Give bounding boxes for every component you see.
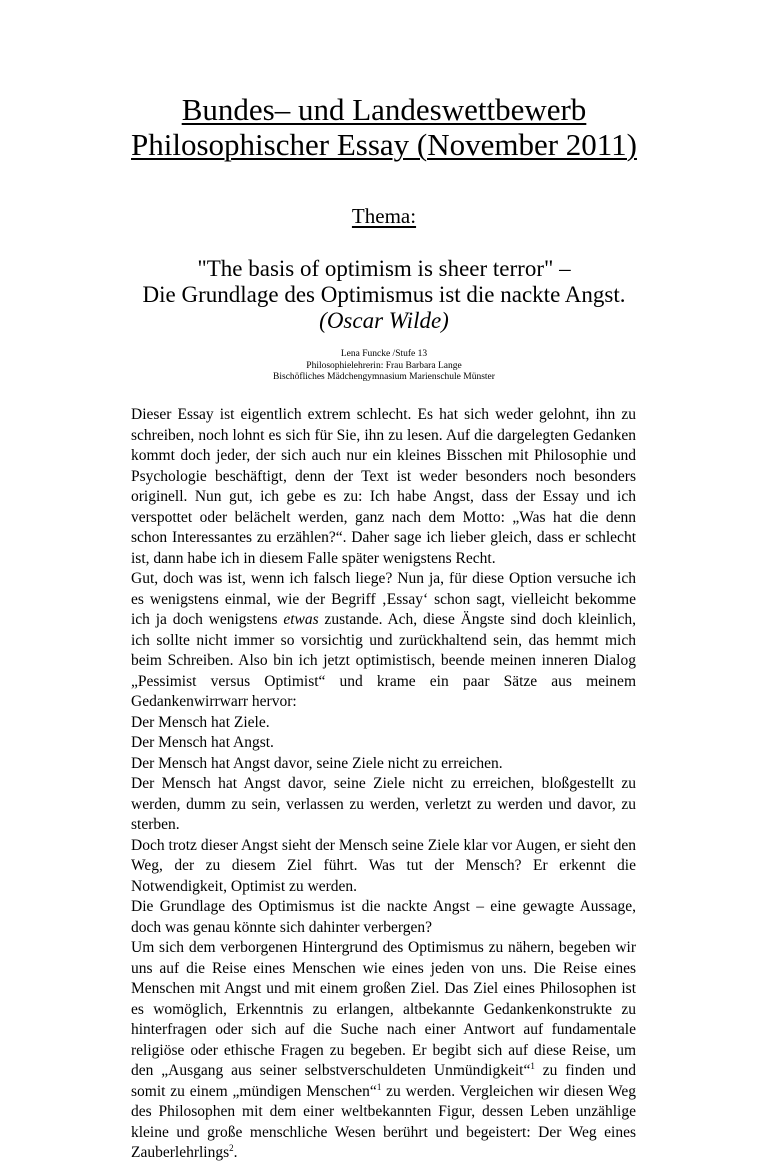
footnote-ref-1[interactable]: 1 (530, 1060, 535, 1071)
thema-label: Thema: (351, 204, 417, 228)
title-block (0, 92, 768, 162)
paragraph-3: Doch trotz dieser Angst sieht der Mensch seine Ziele klar vor Augen, er sieht den Weg, der zu diesem Ziel führt. Was tut der Mensch? Er erkennt die Notwendigkeit, Optimist zu werden. (131, 836, 636, 895)
paragraph-5 (131, 938, 636, 1164)
paragraph-5-end: . (233, 1144, 238, 1161)
essay-body (131, 405, 636, 1164)
sentence-1: Der Mensch hat Ziele. (131, 713, 270, 731)
title-line-1: Bundes– und Landeswettbewerb (181, 92, 587, 127)
paragraph-2-italic: etwas (283, 611, 319, 628)
quote-german: Die Grundlage des Optimismus ist die nackte Angst. (142, 282, 626, 307)
title-line-2: Philosophischer Essay (November 2011) (131, 127, 637, 162)
paragraph-4: Die Grundlage des Optimismus ist die nackte Angst – eine gewagte Aussage, doch was genau könnte sich dahinter verbergen? (131, 898, 636, 936)
paragraph-5-a: Um sich dem verborgenen Hintergrund des Optimismus zu nähern, begeben wir uns auf die Reise eines Menschen wie eines jeden von uns. Die Reise eines Menschen mit Angst und mit einem großen Ziel. Das Ziel eines Philosophen ist es womöglich, Erkenntnis zu erlangen, altbekannte Gedankenkonstrukte zu hinterfragen oder sich auf die Suche nach einer Antwort auf fundamentale religiöse oder ethische Fragen zu begeben. Er begibt sich auf diese Reise, um den „Ausgang aus seiner selbstverschuldeten Unmündigkeit“ (131, 939, 636, 1079)
paragraph-2-b: zustande. Ach, diese Ängste sind doch kleinlich, ich sollte nicht immer so vorsichtig und zurückhaltend sein, das hemmt mich beim Schreiben. Also bin ich jetzt optimistisch, beende meinen inneren Dialog „Pessimist versus Optimist“ und krame ein paar Sätze aus meinem Gedankenwirrwarr hervor: (131, 611, 636, 710)
quote-author: (Oscar Wilde) (319, 308, 449, 333)
paragraph-2-a: Gut, doch was ist, wenn ich falsch liege? Nun ja, für diese Option versuche ich es wenigstens einmal, wie der Begriff ‚Essay‘ schon sagt, vielleicht bekomme ich ja doch wenigstens (131, 570, 636, 628)
paragraph-1: Dieser Essay ist eigentlich extrem schlecht. Es hat sich weder gelohnt, ihn zu schreiben, noch lohnt es sich für Sie, ihn zu lesen. Auf die dargelegten Gedanken kommt doch jeder, der sich auch nur ein kleines Bisschen mit Philosophie und Psychologie beschäftigt, denn der Text ist weder besonders noch besonders originell. Nun gut, ich gebe es zu: Ich habe Angst, dass der Essay und ich verspottet oder belächelt werden, ganz nach dem Motto: „Was hat die denn schon Interessantes zu erzählen?“. Daher sage ich lieber gleich, dass er schlecht ist, dann habe ich in diesem Falle später wenigstens Recht. (131, 406, 636, 567)
author-meta (0, 349, 768, 384)
sentence-4: Der Mensch hat Angst davor, seine Ziele nicht zu erreichen, bloßgestellt zu werden, dumm zu sein, verlassen zu werden, verletzt zu werden und davor, zu sterben. (131, 775, 636, 833)
paragraph-2 (131, 569, 636, 713)
quote-english: "The basis of optimism is sheer terror" – (197, 256, 571, 281)
paragraph-5-c: zu werden. Vergleichen wir diesen Weg des Philosophen mit dem einer weltbekannten Figur, dessen Leben unzählige kleine und große menschliche Wesen berührt und begeistert: Der Weg eines Zauberlehrlings (131, 1082, 636, 1161)
author-line: Lena Funcke /Stufe 13 (340, 349, 428, 359)
paragraph-5-b: zu finden und somit zu einem „mündigen Menschen“ (131, 1062, 636, 1100)
footnote-ref-2[interactable]: 2 (229, 1142, 234, 1153)
school-line: Bischöfliches Mädchengymnasium Marienschule Münster (273, 372, 495, 382)
quote-block (0, 256, 768, 334)
teacher-line: Philosophielehrerin: Frau Barbara Lange (306, 360, 462, 371)
sentence-3: Der Mensch hat Angst davor, seine Ziele nicht zu erreichen. (131, 754, 503, 772)
footnote-ref-1b[interactable]: 1 (376, 1081, 382, 1092)
sentence-2: Der Mensch hat Angst. (131, 734, 274, 751)
